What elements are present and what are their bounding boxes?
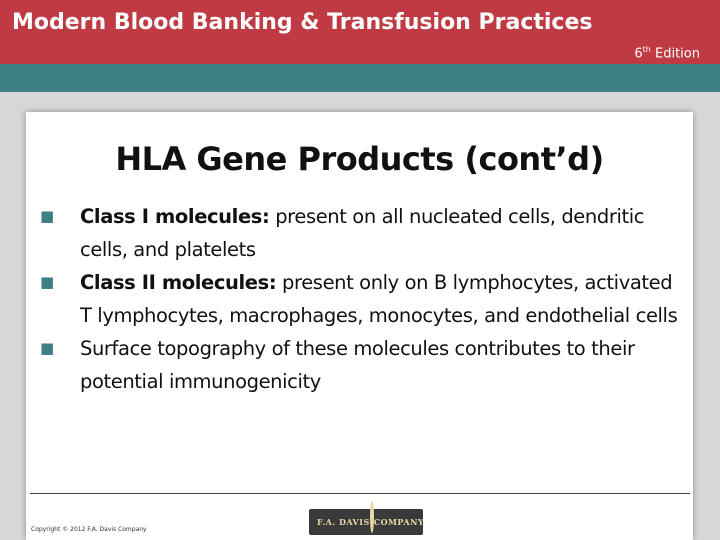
book-title: Modern Blood Banking & Transfusion Practices: [12, 10, 593, 35]
header-band: [0, 64, 720, 92]
slide-content: [26, 112, 693, 540]
logo-left-text: F.A. DAVIS: [317, 517, 370, 527]
logo-right-text: COMPANY: [373, 517, 425, 527]
square-bullet-icon: ■: [40, 273, 54, 291]
bullet-text: present only on B lymphocytes, activated T lymphocytes, macrophages, monocytes, and endothelial cells: [80, 271, 678, 327]
bullet-item: [36, 200, 684, 266]
bullet-bold: Class II molecules:: [80, 271, 277, 294]
bullet-item: [36, 332, 684, 398]
bullet-list: [36, 200, 684, 398]
bullet-text: Surface topography of these molecules contributes to their potential immunogenicity: [80, 337, 635, 393]
publisher-logo: [309, 509, 423, 535]
copyright-text: Copyright © 2012 F.A. Davis Company: [31, 526, 147, 533]
slide-title: HLA Gene Products (cont’d): [115, 140, 604, 178]
header-banner: [0, 0, 720, 64]
bullet-text: present on all nucleated cells, dendritic cells, and platelets: [80, 205, 645, 261]
edition-number: 6: [634, 46, 643, 62]
footer-divider: [30, 493, 690, 494]
edition-suffix: th: [642, 45, 651, 54]
square-bullet-icon: ■: [40, 339, 54, 357]
square-bullet-icon: ■: [40, 207, 54, 225]
bullet-item: [36, 266, 684, 332]
edition-text: Edition: [650, 46, 700, 62]
bullet-bold: Class I molecules:: [80, 205, 270, 228]
edition-label: [634, 45, 700, 61]
